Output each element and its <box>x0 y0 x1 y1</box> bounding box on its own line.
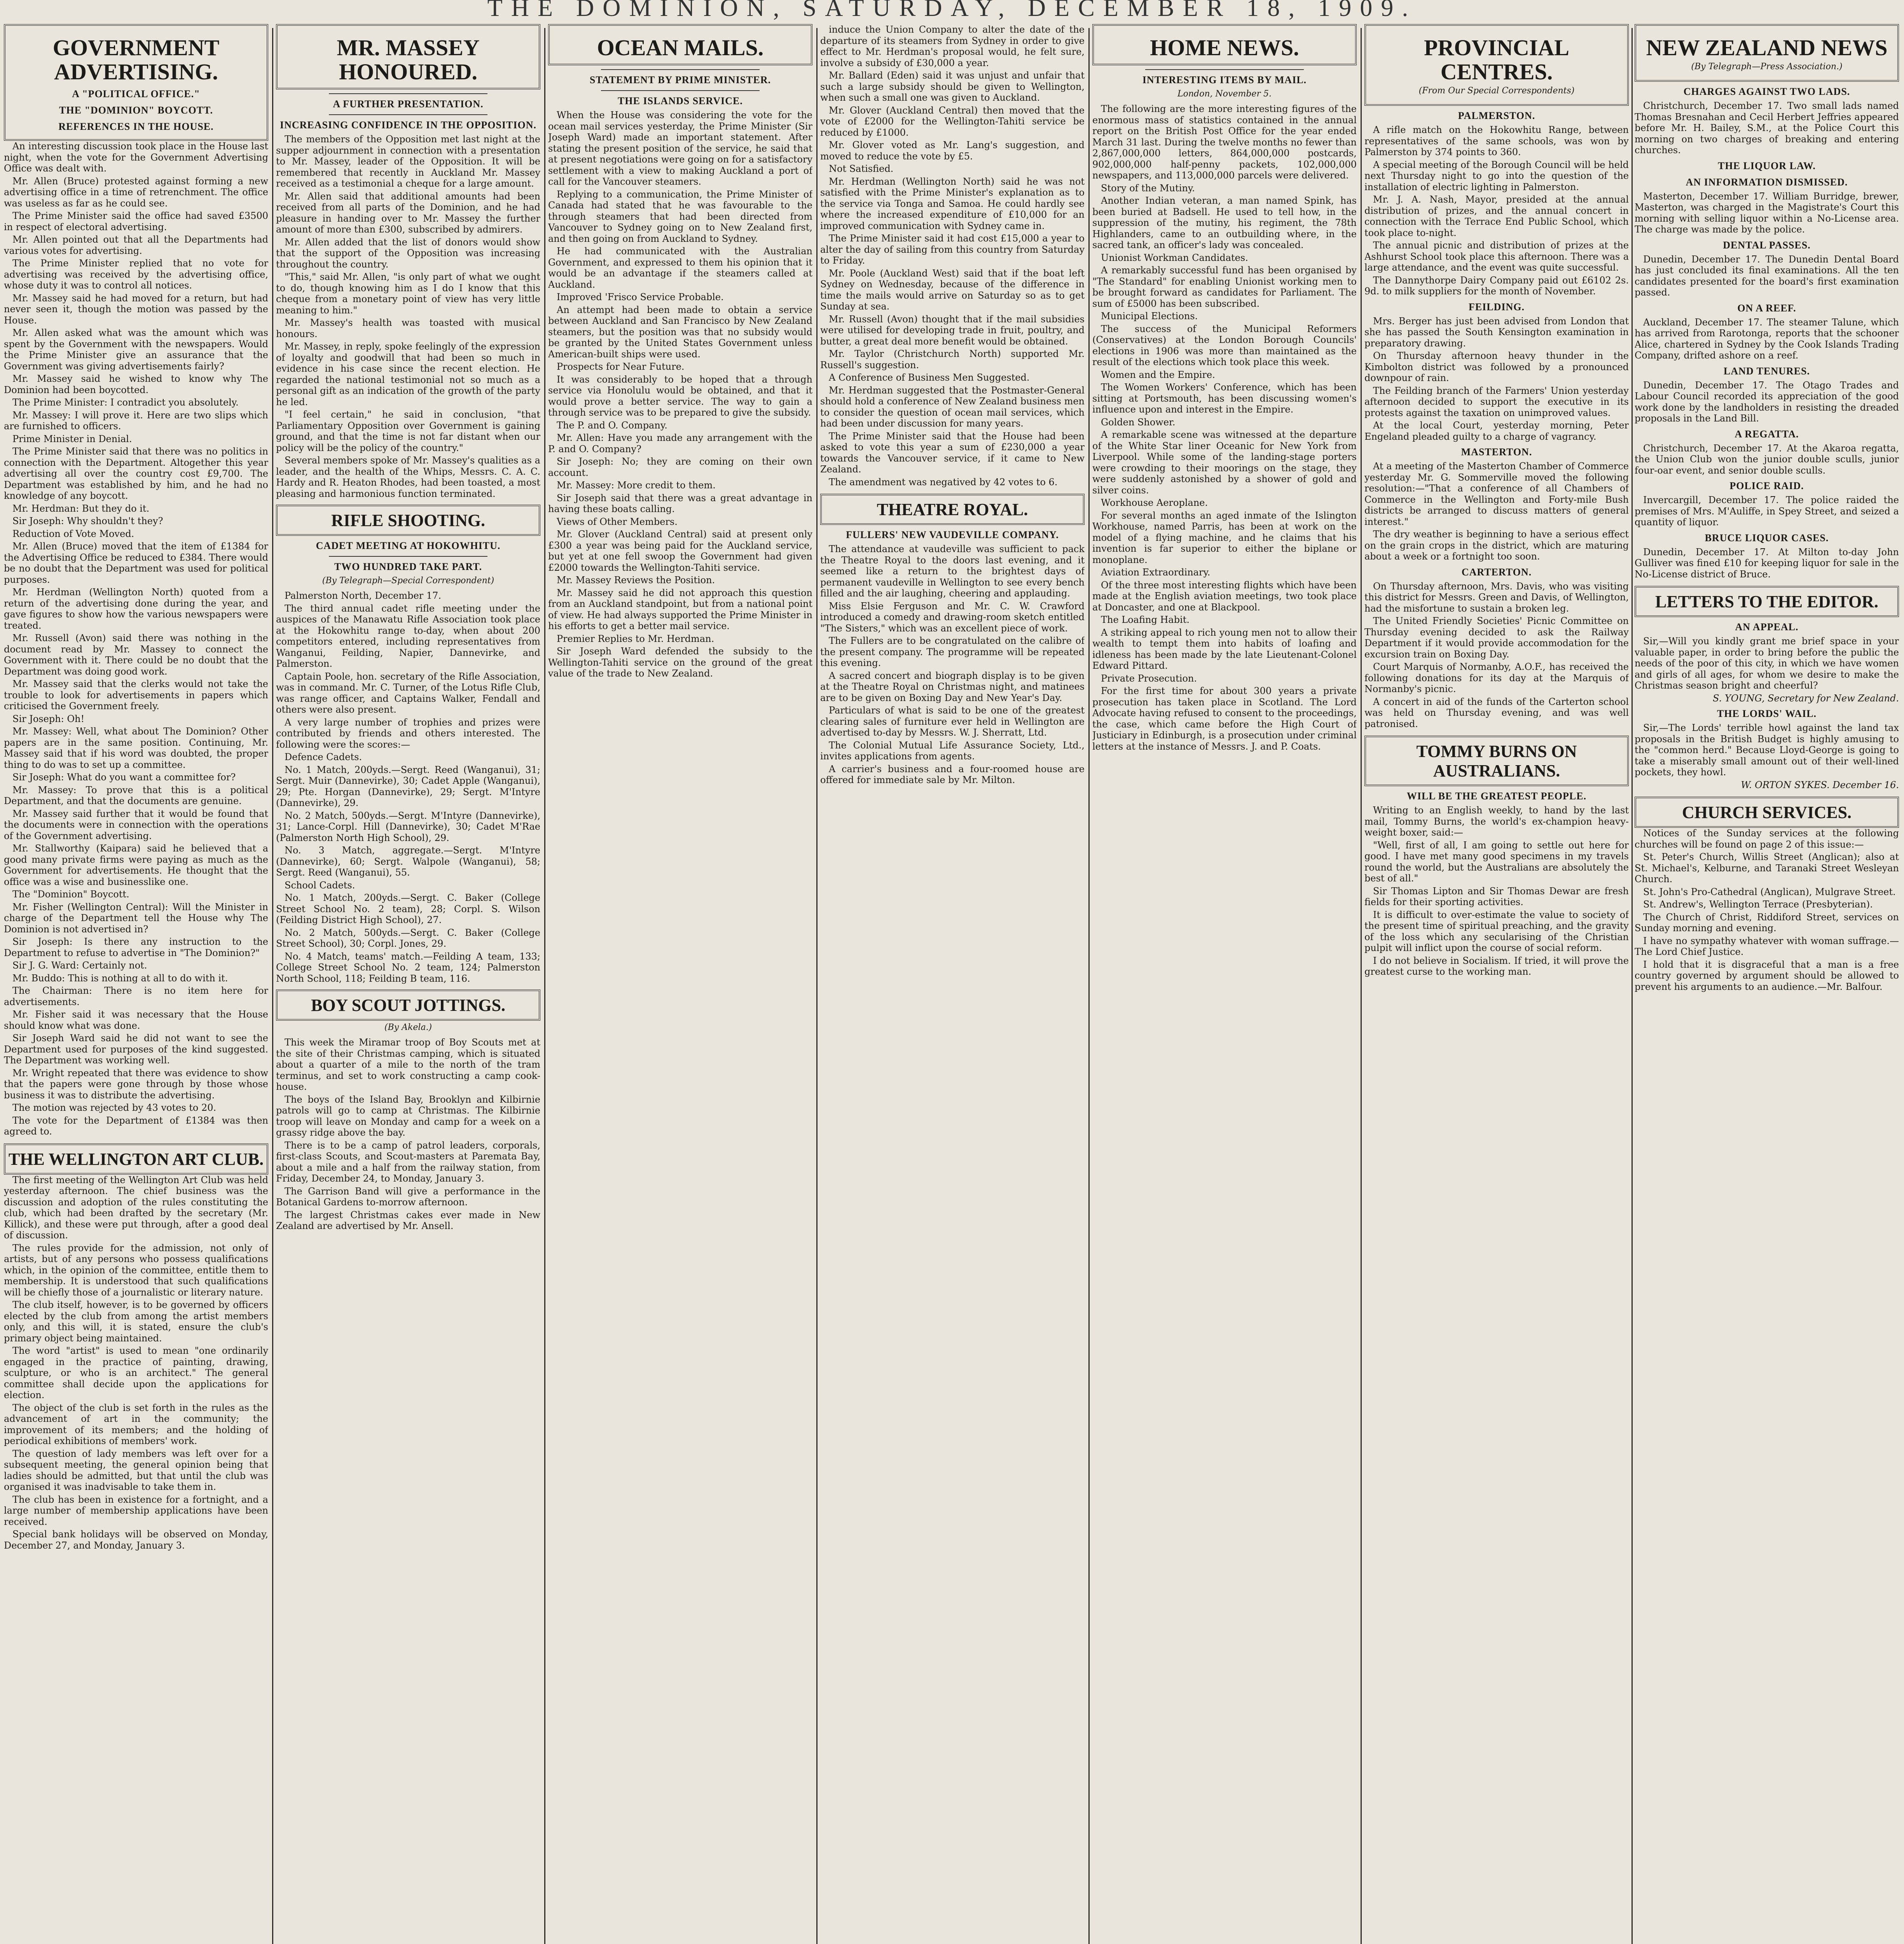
paragraph: Mr. Allen said that additional amounts had been received from all parts of the Dominion, and he had pleasure in handing over to Mr. Massey the further amount of more than £300, subscribed by admirers. <box>276 191 540 235</box>
paragraph: Court Marquis of Normanby, A.O.F., has received the following donations for its day at the Marquis of Normanby's picnic. <box>1364 661 1629 694</box>
paragraph: Aviation Extraordinary. <box>1101 567 1211 578</box>
column-rule <box>1361 28 1362 1944</box>
item-heading: THE LIQUOR LAW. <box>1718 160 1816 171</box>
letters <box>1635 621 1899 790</box>
headline-box <box>276 989 540 1021</box>
headline-theatre-royal: THEATRE ROYAL. <box>877 500 1028 519</box>
headline-box <box>1635 24 1899 82</box>
subheading: WILL BE THE GREATEST PEOPLE. <box>1406 790 1587 802</box>
paragraph: Municipal Elections. <box>1101 311 1198 322</box>
paragraph: Mr. Massey: To prove that this is a political Department, and that the documents are genuine. <box>4 784 268 806</box>
paragraph: Mr. Allen: Have you made any arrangement with the P. and O. Company? <box>548 432 812 455</box>
item-heading: POLICE RAID. <box>1729 480 1804 491</box>
paragraph: Special bank holidays will be observed on Monday, December 27, and Monday, January 3. <box>4 1529 268 1551</box>
subheading: THE ISLANDS SERVICE. <box>618 95 743 107</box>
divider <box>1145 69 1304 70</box>
paragraph: The attendance at vaudeville was sufficient to pack the Theatre Royal to the doors last evening, and it seemed like a return to the brightest days of permanent vaudeville in Wellington to see every bench filled and the air laughing, cheering and applauding. <box>820 544 1085 599</box>
headline-letters: LETTERS TO THE EDITOR. <box>1655 592 1878 611</box>
paragraph: Prospects for Near Future. <box>557 361 685 372</box>
paragraph: Sir Joseph Ward defended the subsidy to the Wellington-Tahiti service on the ground of the great value of the trade to New Zealand. <box>548 646 812 679</box>
paragraph: A Conference of Business Men Suggested. <box>829 372 1030 383</box>
paragraph: Mr. Allen added that the list of donors would show that the support of the Opposition was increasing throughout the country. <box>276 236 540 270</box>
headline-massey-honoured: MR. MASSEY HONOURED. <box>337 35 480 84</box>
paragraph: Story of the Mutiny. <box>1101 182 1195 194</box>
paragraph: Mr. Fisher (Wellington Central): Will the Minister in charge of the Department tell the House why The Dominion is not advertised in? <box>4 901 268 935</box>
subheading: STATEMENT BY PRIME MINISTER. <box>589 74 771 86</box>
article-body <box>820 24 1085 488</box>
paragraph: The first meeting of the Wellington Art Club was held yesterday afternoon. The chief business was the discussion and adoption of the rules constituting the club, which had been drafted by the secretary (Mr. Killick), and these were put through, after a good deal of discussion. <box>4 1174 268 1241</box>
paragraph: Mr. Glover (Auckland Central) then moved that the vote of £2000 for the Wellington-Tahiti service be reduced by £1000. <box>820 105 1085 138</box>
paragraph: No. 1 Match, 200yds.—Sergt. Reed (Wanganui), 31; Sergt. Muir (Dannevirke), 30; Cadet Apple (Wanganui), 29; Pte. Horgan (Dannevirke), 29; Sergt. M'Intyre (Dannevirke), 29. <box>276 764 540 808</box>
paragraph: It was considerably to be hoped that a through service via Honolulu would be obtained, and that it would prove a better service. The way to gain a through service was to be prepared to give the subsidy. <box>548 374 812 418</box>
headline-art-club: THE WELLINGTON ART CLUB. <box>8 1149 264 1169</box>
paragraph: Premier Replies to Mr. Herdman. <box>557 633 714 644</box>
paragraph: No. 2 Match, 500yds.—Sergt. C. Baker (College Street School), 30; Corpl. Jones, 29. <box>276 927 540 949</box>
kicker: A "POLITICAL OFFICE." <box>72 88 200 100</box>
paragraph: Mr. Russell (Avon) said there was nothing in the document read by Mr. Massey to connect the Government with it. There could be no doubt that the Department was doing good work. <box>4 633 268 677</box>
paragraph: Unionist Workman Candidates. <box>1101 252 1248 263</box>
paragraph: Mr. Massey's health was toasted with musical honours. <box>276 317 540 339</box>
paragraph: Palmerston North, December 17. <box>285 590 441 601</box>
paragraph: Sir Joseph: Oh! <box>12 713 85 724</box>
paragraph: "Well, first of all, I am going to settle out here for good. I have met many good specimens in my travels round the world, but the Australians are absolutely the best of all." <box>1364 839 1629 884</box>
headline-new-zealand-news: NEW ZEALAND NEWS <box>1646 35 1888 60</box>
paragraph: Mr. Allen (Bruce) protested against forming a new advertising office in a time of retrenchment. The office was useless as far as he could see. <box>4 175 268 209</box>
paragraph: A striking appeal to rich young men not to allow their wealth to tempt them into habits of loafing and idleness has been made by the late Lieutenant-Colonel Edward Pittard. <box>1092 627 1357 671</box>
paragraph: Mr. Massey said further that it would be found that the documents were in connection with the operations of the Government advertising. <box>4 808 268 841</box>
divider <box>329 556 487 557</box>
paragraph: The United Friendly Societies' Picnic Committee on Thursday evening decided to ask the Railway Department if it would provide accommodation for the excursion train on Boxing Day. <box>1364 615 1629 660</box>
byline: (By Akela.) <box>384 1023 432 1032</box>
news-items <box>1635 86 1899 580</box>
paragraph: Mr. Herdman (Wellington North) quoted from a return of the advertising done during the year, and gave figures to show how the various newspapers were treated. <box>4 587 268 631</box>
paragraph: No. 1 Match, 200yds.—Sergt. C. Baker (College Street School No. 2 team), 28; Corpl. S. Wilson (Feilding District High School), 27. <box>276 892 540 925</box>
subheading: INCREASING CONFIDENCE IN THE OPPOSITION. <box>279 119 536 131</box>
paragraph: Mr. Wright repeated that there was evidence to show that the papers were gone through by those whose business it was to distribute the advertising. <box>4 1067 268 1101</box>
article-body <box>1364 581 1629 730</box>
paragraph: A special meeting of the Borough Council will be held next Thursday night to go into the question of the installation of electric lighting in Palmerston. <box>1364 159 1629 192</box>
item-heading: CHARGES AGAINST TWO LADS. <box>1683 86 1850 97</box>
headline-box <box>4 24 268 141</box>
paragraph: Mr. Massey said that the clerks would not take the trouble to look for advertisements in papers which criticised the Government freely. <box>4 678 268 712</box>
paragraph: The largest Christmas cakes ever made in New Zealand are advertised by Mr. Ansell. <box>276 1209 540 1231</box>
paragraph: There is to be a camp of patrol leaders, corporals, first-class Scouts, and Scout-masters at Paremata Bay, about a mile and a half from the railway station, from Friday, December 24, to Monday, January 3. <box>276 1140 540 1184</box>
subheading: TWO HUNDRED TAKE PART. <box>334 561 482 572</box>
paragraph: induce the Union Company to alter the date of the departure of its steamers from Sydney in order to give effect to Mr. Herdman's proposal would, he felt sure, involve a subsidy of £30,000 a year. <box>820 24 1085 68</box>
paragraph: Replying to a communication, the Prime Minister of Canada had stated that he was favourable to the through steamers that had been directed from Vancouver to Sydney going on to New Zealand first, and then going on from Auckland to Sydney. <box>548 189 812 244</box>
place-heading: FEILDING. <box>1468 301 1525 313</box>
paragraph: Mr. Glover voted as Mr. Lang's suggestion, and moved to reduce the vote by £5. <box>820 140 1085 162</box>
subheading: FULLERS' NEW VAUDEVILLE COMPANY. <box>846 529 1059 540</box>
paragraph: Sir Joseph said that there was a great advantage in having these boats calling. <box>548 492 812 514</box>
dateline: London, November 5. <box>1177 89 1272 99</box>
column-rule <box>272 28 273 1944</box>
headline-provincial-centres: PROVINCIAL CENTRES. <box>1424 35 1569 84</box>
paragraph: A very large number of trophies and prizes were contributed by friends and others interested. The following were the scores:— <box>276 717 540 750</box>
column-7 <box>1635 24 1899 1944</box>
paragraph: "This," said Mr. Allen, "is only part of what we ought to do, though knowing him as I do I know that this cheque from a monetary point of view has very little meaning to him." <box>276 271 540 316</box>
paragraph: Mr. Massey, in reply, spoke feelingly of the expression of loyalty and goodwill that had been so much in evidence in his case since the recent election. He regarded the national testimonial not so much as a personal gift as an indication of the growth of the party he led. <box>276 341 540 407</box>
paragraph: Sir,—Will you kindly grant me brief space in your valuable paper, in order to bring before the public the needs of the poor of this city, in which we have women and girls of all ages, for whom we desire to make the Christmas season bright and cheerful? <box>1635 636 1899 691</box>
paragraph: The success of the Municipal Reformers (Conservatives) at the London Borough Councils' elections in 1906 was more than maintained as the result of the elections which took place this week. <box>1092 323 1357 367</box>
article-body <box>820 544 1085 786</box>
headline-box <box>276 505 540 536</box>
headline-box <box>1635 797 1899 828</box>
paragraph: Mr. Ballard (Eden) said it was unjust and unfair that such a large subsidy should be given to Wellington, when such a small one was given to Auckland. <box>820 70 1085 103</box>
letter-signature: W. ORTON SYKES. December 16. <box>1741 779 1899 790</box>
paragraph: At a meeting of the Masterton Chamber of Commerce yesterday Mr. G. Sommerville moved the following resolution:—"That a conference of all Chambers of Commerce in the Wellington and Forty-mile Bush districts be arranged to discuss matters of general interest." <box>1364 461 1629 527</box>
paragraph: Mr. Stallworthy (Kaipara) said he believed that a good many private firms were paying as much as the Government for advertisements. He thought that the office was a wise and businesslike one. <box>4 843 268 887</box>
divider <box>329 114 487 115</box>
paragraph: The motion was rejected by 43 votes to 20. <box>12 1102 217 1113</box>
letter-signature: S. YOUNG, Secretary for New Zealand. <box>1713 692 1899 704</box>
paragraph: Mr. Herdman suggested that the Postmaster-General should hold a conference of New Zealand business men to consider the question of ocean mail services, which had been under discussion for many years. <box>820 385 1085 429</box>
letter-heading: AN APPEAL. <box>1735 621 1799 633</box>
paragraph: "I feel certain," he said in conclusion, "that Parliamentary Opposition over Government is gaining ground, and that the time is not far distant when our policy will be the policy of the country." <box>276 409 540 453</box>
paragraph: The Prime Minister said that the House had been asked to vote this year a sum of £230,000 a year towards the Vancouver service, if it came to New Zealand. <box>820 430 1085 475</box>
item-heading: A REGATTA. <box>1735 428 1799 440</box>
paragraph: On Thursday afternoon heavy thunder in the Kimbolton district was followed by a pronounced downpour of rain. <box>1364 350 1629 383</box>
paragraph: Mr. Massey said he did not approach this question from an Auckland standpoint, but from a national point of view. He had always supported the Prime Minister in his efforts to get a better mail service. <box>548 587 812 631</box>
paragraph: No. 2 Match, 500yds.—Sergt. M'Intyre (Dannevirke), 31; Lance-Corpl. Hill (Dannevirke), 30; Cadet M'Rae (Palmerston North High School), 29. <box>276 810 540 843</box>
paragraph: Mr. Poole (Auckland West) said that if the boat left Sydney on Wednesday, because of the difference in time the mails would arrive on Saturday so as to get Sunday at sea. <box>820 267 1085 312</box>
place-heading: CARTERTON. <box>1461 566 1532 578</box>
paragraph: Mr. Taylor (Christchurch North) supported Mr. Russell's suggestion. <box>820 348 1085 371</box>
paragraph: Mr. Fisher said it was necessary that the House should know what was done. <box>4 1009 268 1031</box>
subheading: REFERENCES IN THE HOUSE. <box>58 121 214 132</box>
column-3 <box>548 24 812 1944</box>
paragraph: Reduction of Vote Moved. <box>12 528 135 539</box>
divider <box>601 90 760 91</box>
paragraph: On Thursday afternoon, Mrs. Davis, who was visiting this district for Messrs. Green and Davis, of Wellington, had the misfortune to sustain a broken leg. <box>1364 580 1629 614</box>
paragraph: The members of the Opposition met last night at the supper adjournment in connection with a presentation to Mr. Massey, leader of the Opposition. It will be remembered that recently in Auckland Mr. Massey received as a testimonial a cheque for a large amount. <box>276 134 540 189</box>
paragraph: An attempt had been made to obtain a service between Auckland and San Francisco by New Zealand steamers, but the position was that no subsidy would be granted by the United States Government unless American-built ships were used. <box>548 304 812 360</box>
headline-box <box>820 494 1085 525</box>
headline-home-news: HOME NEWS. <box>1150 35 1299 60</box>
paragraph: I hold that it is disgraceful that a man is a free country governed by argument should be allowed to prevent his arguments to an audience.—Mr. Balfour. <box>1635 959 1899 992</box>
paragraph: The rules provide for the admission, not only of artists, but of any persons who possess qualifications which, in the opinion of the committee, entitle them to membership. It is understood that such qualifications will be chiefly those of a journalistic or literary nature. <box>4 1242 268 1298</box>
paragraph: The P. and O. Company. <box>557 420 667 431</box>
headline-government-advertising: GOVERNMENT ADVERTISING. <box>52 35 220 84</box>
paragraph: It is difficult to over-estimate the value to society of the present time of spiritual preaching, and the gravity of the loss which any secularising of the Christian pulpit will inflict upon the course of social reform. <box>1364 909 1629 953</box>
paragraph: The annual picnic and distribution of prizes at the Ashhurst School took place this afternoon. There was a large attendance, and the event was quite successful. <box>1364 240 1629 273</box>
paragraph: The Prime Minister said it had cost £15,000 a year to alter the day of sailing from this country from Saturday to Friday. <box>820 233 1085 266</box>
column-5 <box>1092 24 1357 1944</box>
subheading: INTERESTING ITEMS BY MAIL. <box>1142 74 1307 86</box>
headline-rifle-shooting: RIFLE SHOOTING. <box>331 511 486 530</box>
paragraph: A rifle match on the Hokowhitu Range, between representatives of the same schools, was won by Palmerston by 374 points to 360. <box>1364 124 1629 157</box>
paragraph: Sir Joseph: What do you want a committee for? <box>12 772 236 783</box>
paragraph: The Women Workers' Conference, which has been sitting at Portsmouth, has been discussing women's influence upon and interest in the Empire. <box>1092 382 1357 415</box>
column-rule <box>816 28 817 1944</box>
paragraph: The Prime Minister said the office had saved £3500 in respect of electoral advertising. <box>4 210 268 233</box>
paragraph: Several members spoke of Mr. Massey's qualities as a leader, and the health of the Whips, Messrs. C. A. C. Hardy and R. Heaton Rhodes, had been toasted, a most pleasing and harmonious function terminated. <box>276 455 540 499</box>
paragraph: Sir Joseph Ward said he did not want to see the Department used for purposes of the kind suggested. The Department was working well. <box>4 1033 268 1066</box>
headline-boy-scout: BOY SCOUT JOTTINGS. <box>311 996 506 1015</box>
paragraph: Christchurch, December 17. At the Akaroa regatta, the Union Club won the junior double sculls, junior four-oar event, and senior double sculls. <box>1635 442 1899 476</box>
column-2 <box>276 24 540 1944</box>
byline: (By Telegraph—Special Correspondent) <box>322 576 494 586</box>
paragraph: Dunedin, December 17. At Milton to-day John Gulliver was fined £10 for keeping liquor for sale in the No-License district of Bruce. <box>1635 546 1899 580</box>
paragraph: Dunedin, December 17. The Otago Trades and Labour Council recorded its appreciation of the good work done by the landholders in resisting the dreaded proposals in the Land Bill. <box>1635 379 1899 424</box>
paragraph: The "Dominion" Boycott. <box>12 889 129 900</box>
byline: (From Our Special Correspondents) <box>1418 86 1575 96</box>
letter-heading: THE LORDS' WAIL. <box>1717 708 1817 719</box>
item-heading: LAND TENURES. <box>1723 365 1810 377</box>
item-heading: BRUCE LIQUOR CASES. <box>1705 532 1829 544</box>
paragraph: The third annual cadet rifle meeting under the auspices of the Manawatu Rifle Association took place at the Hokowhitu range to-day, when about 200 competitors entered, including representatives from Wanganui, Feilding, Napier, Dannevirke, and Palmerston. <box>276 603 540 669</box>
paragraph: The Loafing Habit. <box>1101 614 1190 625</box>
paragraph: Mr. Glover (Auckland Central) said at present only £300 a year was being paid for the Auckland service, but yet at one fell swoop the Government had given £2000 towards the Wellington-Tahiti service. <box>548 529 812 573</box>
paragraph: Mr. Massey: Well, what about The Dominion? Other papers are in the same position. Continuing, Mr. Massey said that if his word was doubted, the proper thing to do was to set up a committee. <box>4 726 268 770</box>
paragraph: Private Prosecution. <box>1101 673 1197 684</box>
paragraph: The Fullers are to be congratulated on the calibre of the present company. The programme will be repeated this evening. <box>820 635 1085 668</box>
masthead <box>0 0 1904 23</box>
column-1 <box>4 24 268 1944</box>
paragraph: Sir Thomas Lipton and Sir Thomas Dewar are fresh fields for their sporting activities. <box>1364 885 1629 907</box>
article-body <box>1364 316 1629 442</box>
divider <box>601 69 760 70</box>
paragraph: For several months an aged inmate of the Islington Workhouse, named Parris, has been at work on the model of a flying machine, and he claims that his invention is far superior to either the biplane or monoplane. <box>1092 510 1357 565</box>
paragraph: St. Andrew's, Wellington Terrace (Presbyterian). <box>1643 899 1873 910</box>
paragraph: Masterton, December 17. William Burridge, brewer, Masterton, was charged in the Magistrate's Court this morning with selling liquor within a No-License area. The charge was made by the police. <box>1635 191 1899 235</box>
article-body <box>548 110 812 679</box>
paragraph: The amendment was negatived by 42 votes to 6. <box>829 476 1058 488</box>
paragraph: No. 3 Match, aggregate.—Sergt. M'Intyre (Dannevirke), 60; Sergt. Walpole (Wanganui), 58; Sergt. Reed (Wanganui), 55. <box>276 845 540 878</box>
headline-box <box>1364 736 1629 786</box>
article-body <box>1092 103 1357 752</box>
headline-ocean-mails: OCEAN MAILS. <box>597 35 764 60</box>
paragraph: St. John's Pro-Cathedral (Anglican), Mulgrave Street. <box>1643 886 1896 897</box>
place-heading: PALMERSTON. <box>1458 110 1535 121</box>
subheading: A FURTHER PRESENTATION. <box>333 98 484 110</box>
article-body <box>4 1175 268 1551</box>
paragraph: Defence Cadets. <box>285 752 362 762</box>
paragraph: At the local Court, yesterday morning, Peter Engeland pleaded guilty to a charge of vagrancy. <box>1364 420 1629 442</box>
paragraph: The word "artist" is used to mean "one ordinarily engaged in the practice of painting, drawing, sculpture, or who is an architect." The general committee shall decide upon the applications for election. <box>4 1345 268 1400</box>
column-6 <box>1364 24 1629 1944</box>
paragraph: Sir,—The Lords' terrible howl against the land tax proposals in the British Budget is highly amusing to the "common herd." Because Lloyd-George is going to take a miserably small amount out of their well-lined pockets, they howl. <box>1635 722 1899 778</box>
paragraph: Not Satisfied. <box>829 163 894 174</box>
paragraph: A remarkably successful fund has been organised by "The Standard" for enabling Unionist working men to be brought forward as candidates for Parliament. The sum of £5000 has been subscribed. <box>1092 265 1357 309</box>
item-heading: ON A REEF. <box>1737 302 1796 314</box>
paragraph: Dunedin, December 17. The Dunedin Dental Board has just concluded its final examinations. All the ten candidates presented for the board's first examination passed. <box>1635 253 1899 298</box>
paragraph: The Dannythorpe Dairy Company paid out £6102 2s. 9d. to milk suppliers for the month of November. <box>1364 274 1629 297</box>
paragraph: Mrs. Berger has just been advised from London that she has passed the South Kensington examination in preparatory drawing. <box>1364 315 1629 349</box>
paragraph: Sir J. G. Ward: Certainly not. <box>12 960 147 971</box>
paragraph: Mr. Herdman (Wellington North) said he was not satisfied with the Prime Minister's explanation as to the service via Tonga and Samoa. He could hardly see where the increased expenditure of £10,000 for an improved communication with Sydney came in. <box>820 176 1085 231</box>
headline-box <box>548 24 812 65</box>
paragraph: Sir Joseph: Is there any instruction to the Department to refuse to advertise in "The Dominion?" <box>4 936 268 958</box>
paragraph: The Prime Minister said that there was no politics in connection with the Department. Altogether this year advertising all over the country cost £9,700. The Department was established by him, and he had no knowledge of any boycott. <box>4 446 268 501</box>
paragraph: Particulars of what is said to be one of the greatest clearing sales of furniture ever held in Wellington are advertised to-day by Messrs. W. J. Sherratt, Ltd. <box>820 705 1085 738</box>
paragraph: The Prime Minister replied that no vote for advertising was received by the advertising office, whose duty it was to control all notices. <box>4 258 268 291</box>
column-rule <box>1632 28 1633 1944</box>
byline: (By Telegraph—Press Association.) <box>1691 62 1843 72</box>
paragraph: This week the Miramar troop of Boy Scouts met at the site of their Christmas camping, which is situated about a quarter of a mile to the north of the tram terminus, and set to work constructing a camp cook-house. <box>276 1037 540 1092</box>
paragraph: Prime Minister in Denial. <box>12 433 132 444</box>
column-4 <box>820 24 1085 1944</box>
paragraph: Mr. Allen (Bruce) moved that the item of £1384 for the Advertising Office be reduced to £384. There would be no doubt that the Department was used for political purposes. <box>4 541 268 585</box>
headline-box <box>1092 24 1357 65</box>
article-body <box>4 141 268 1137</box>
article-body <box>1635 828 1899 992</box>
paragraph: Workhouse Aeroplane. <box>1101 497 1208 508</box>
paragraph: The Chairman: There is no item here for advertisements. <box>4 985 268 1007</box>
newspaper-page <box>4 24 1900 1944</box>
paragraph: A sacred concert and biograph display is to be given at the Theatre Royal on Christmas night, and matinees are to be given on Boxing Day and New Year's Day. <box>820 670 1085 703</box>
paragraph: The Garrison Band will give a performance in the Botanical Gardens to-morrow afternoon. <box>276 1185 540 1208</box>
headline-church-services: CHURCH SERVICES. <box>1682 803 1852 822</box>
paragraph: Improved 'Frisco Service Probable. <box>557 292 724 302</box>
masthead-title: THE DOMINION, SATURDAY, DECEMBER 18, 1909. <box>487 0 1417 21</box>
paragraph: Auckland, December 17. The steamer Talune, which has arrived from Rarotonga, reports that the schooner Alice, chartered in Sydney by the Cook Islands Trading Company, drifted ashore on a reef. <box>1635 316 1899 361</box>
paragraph: Mr. Allen asked what was the amount which was spent by the Government with the newspapers. Would the Prime Minister give an assurance that the Government was giving advertisements fairly? <box>4 327 268 372</box>
paragraph: The Church of Christ, Riddiford Street, services on Sunday morning and evening. <box>1635 911 1899 934</box>
paragraph: Views of Other Members. <box>557 516 678 527</box>
paragraph: Miss Elsie Ferguson and Mr. C. W. Crawford introduced a comedy and drawing-room sketch entitled "The Sisters," which was an excellent piece of work. <box>820 600 1085 634</box>
column-rule <box>1088 28 1090 1944</box>
paragraph: Christchurch, December 17. Two small lads named Thomas Bresnahan and Cecil Herbert Jeffries appeared before Mr. H. Bailey, S.M., at the Police Court this morning on two charges of breaking and entering churches. <box>1635 100 1899 156</box>
paragraph: No. 4 Match, teams' match.—Feilding A team, 133; College Street School No. 2 team, 124; Palmerston North School, 118; Feilding B team, 116. <box>276 951 540 984</box>
paragraph: The question of lady members was left over for a subsequent meeting, the general opinion being that ladies should be admitted, but that until the club was organised it was inadvisable to take them in. <box>4 1448 268 1492</box>
paragraph: Notices of the Sunday services at the following churches will be found on page 2 of this issue:— <box>1635 828 1899 850</box>
paragraph: I do not believe in Socialism. If tried, it will prove the greatest curse to the working man. <box>1364 955 1629 977</box>
paragraph: The Colonial Mutual Life Assurance Society, Ltd., invites applications from agents. <box>820 739 1085 762</box>
paragraph: An interesting discussion took place in the House last night, when the vote for the Government Advertising Office was dealt with. <box>4 141 268 174</box>
subheading: CADET MEETING AT HOKOWHITU. <box>316 540 501 551</box>
paragraph: School Cadets. <box>285 879 355 891</box>
item-heading: DENTAL PASSES. <box>1723 239 1811 251</box>
paragraph: Sir Joseph: Why shouldn't they? <box>12 516 163 526</box>
paragraph: The dry weather is beginning to have a serious effect on the grain crops in the district, which are maturing about a week or a fortnight too soon. <box>1364 529 1629 562</box>
paragraph: Women and the Empire. <box>1101 369 1215 380</box>
paragraph: Mr. Russell (Avon) thought that if the mail subsidies were utilised for developing trade in fruit, poultry, and butter, a great deal more benefit would be obtained. <box>820 313 1085 347</box>
paragraph: I have no sympathy whatever with woman suffrage.—The Lord Chief Justice. <box>1635 935 1899 957</box>
paragraph: The club itself, however, is to be governed by officers elected by the club from among the artist members only, and this will, it is stated, ensure the club's primary object being maintained. <box>4 1299 268 1344</box>
paragraph: A concert in aid of the funds of the Carterton school was held on Thursday evening, and was well patronised. <box>1364 696 1629 729</box>
paragraph: For the first time for about 300 years a private prosecution has taken place in Scotland. The Lord Advocate having refused to consent to the proceedings, the case, which came before the High Court of Justiciary in Edinburgh, is a prosecution under criminal letters at the instance of Messrs. J. and P. Coats. <box>1092 685 1357 752</box>
paragraph: Of the three most interesting flights which have been made at the English aviation meetings, two took place at Doncaster, and one at Blackpool. <box>1092 579 1357 613</box>
paragraph: Mr. Massey: I will prove it. Here are two slips which are furnished to officers. <box>4 409 268 432</box>
paragraph: Mr. Massey said he wished to know why The Dominion had been boycotted. <box>4 373 268 395</box>
paragraph: Mr. Herdman: But they do it. <box>12 503 150 514</box>
paragraph: Mr. Buddo: This is nothing at all to do with it. <box>12 972 228 984</box>
headline-box <box>4 1143 268 1175</box>
article-body <box>1364 805 1629 977</box>
item-subheading: AN INFORMATION DISMISSED. <box>1686 176 1848 188</box>
headline-box <box>1635 586 1899 617</box>
article-body <box>1364 124 1629 297</box>
paragraph: Mr. Massey Reviews the Position. <box>557 575 715 586</box>
article-body <box>276 590 540 984</box>
headline-box <box>1364 24 1629 106</box>
place-heading: MASTERTON. <box>1461 446 1532 458</box>
article-body <box>276 134 540 499</box>
paragraph: Sir Joseph: No; they are coming on their own account. <box>548 456 812 478</box>
paragraph: Invercargill, December 17. The police raided the premises of Mrs. M'Auliffe, in Spey Street, and seized a quantity of liquor. <box>1635 495 1899 528</box>
headline-box <box>276 24 540 89</box>
paragraph: The boys of the Island Bay, Brooklyn and Kilbirnie patrols will go to camp at Christmas. The Kilbirnie troop will leave on Monday and camp for a week on a grassy ridge above the bay. <box>276 1094 540 1138</box>
paragraph: Writing to an English weekly, to hand by the last mail, Tommy Burns, the world's ex-champion heavy-weight boxer, said:— <box>1364 805 1629 838</box>
paragraph: The vote for the Department of £1384 was then agreed to. <box>4 1115 268 1137</box>
divider <box>329 93 487 94</box>
paragraph: Captain Poole, hon. secretary of the Rifle Association, was in command. Mr. C. Turner, of the Lotus Rifle Club, was range officer, and Captains Walker, Fendall and others were also present. <box>276 671 540 715</box>
paragraph: Another Indian veteran, a man named Spink, has been buried at Badsell. He used to tell how, in the suppression of the mutiny, his regiment, the 78th Highlanders, came to an outbuilding where, in the sacred tank, an officer's lady was concealed. <box>1092 195 1357 250</box>
paragraph: The Prime Minister: I contradict you absolutely. <box>12 397 239 408</box>
paragraph: The club has been in existence for a fortnight, and a large number of membership applications have been received. <box>4 1494 268 1527</box>
headline-tommy-burns: TOMMY BURNS ON AUSTRALIANS. <box>1416 742 1577 780</box>
paragraph: A carrier's business and a four-roomed house are offered for immediate sale by Mr. Milton. <box>820 763 1085 785</box>
paragraph: When the House was considering the vote for the ocean mail services yesterday, the Prime Minister (Sir Joseph Ward) made an important statement. After stating the present position of the service, he said that at present negotiations were going on for a satisfactory settlement with a view to making Auckland a port of call for the Vancouver steamers. <box>548 110 812 187</box>
paragraph: St. Peter's Church, Willis Street (Anglican); also at St. Michael's, Kelburne, and Taranaki Street Wesleyan Church. <box>1635 851 1899 885</box>
paragraph: Golden Shower. <box>1101 416 1176 428</box>
paragraph: The Feilding branch of the Farmers' Union yesterday afternoon decided to support the executive in its protests against the taxation on unimproved values. <box>1364 385 1629 418</box>
paragraph: Mr. Massey said he had moved for a return, but had never seen it, though the motion was passed by the House. <box>4 292 268 326</box>
paragraph: Mr. J. A. Nash, Mayor, presided at the annual distribution of prizes, and the annual concert in connection with the Terrace End Public School, which took place to-night. <box>1364 194 1629 238</box>
paragraph: Mr. Allen pointed out that all the Departments had various votes for advertising. <box>4 234 268 256</box>
paragraph: A remarkable scene was witnessed at the departure of the White Star liner Oceanic for New York from Liverpool. While some of the landing-stage porters were crowding to their moorings on the stage, they were suddenly astonished by a shower of gold and silver coins. <box>1092 429 1357 496</box>
paragraph: The following are the more interesting figures of the enormous mass of statistics contained in the annual report on the British Post Office for the year ended March 31 last. During the twelve months no fewer than 2,867,000,000 letters, 864,000,000 postcards, 902,000,000 half-penny packets, 102,000,000 newspapers, and 113,000,000 parcels were delivered. <box>1092 103 1357 181</box>
column-rule <box>544 28 545 1944</box>
article-body <box>1364 461 1629 562</box>
paragraph: Mr. Massey: More credit to them. <box>557 480 716 491</box>
kicker: THE "DOMINION" BOYCOTT. <box>59 105 213 116</box>
paragraph: The object of the club is set forth in the rules as the advancement of art in the community; the improvement of its members; and the holding of periodical exhibitions of members' work. <box>4 1402 268 1446</box>
article-body <box>276 1037 540 1232</box>
paragraph: He had communicated with the Australian Government, and expressed to them his opinion that it would be an advantage if the steamers called at Auckland. <box>548 246 812 290</box>
